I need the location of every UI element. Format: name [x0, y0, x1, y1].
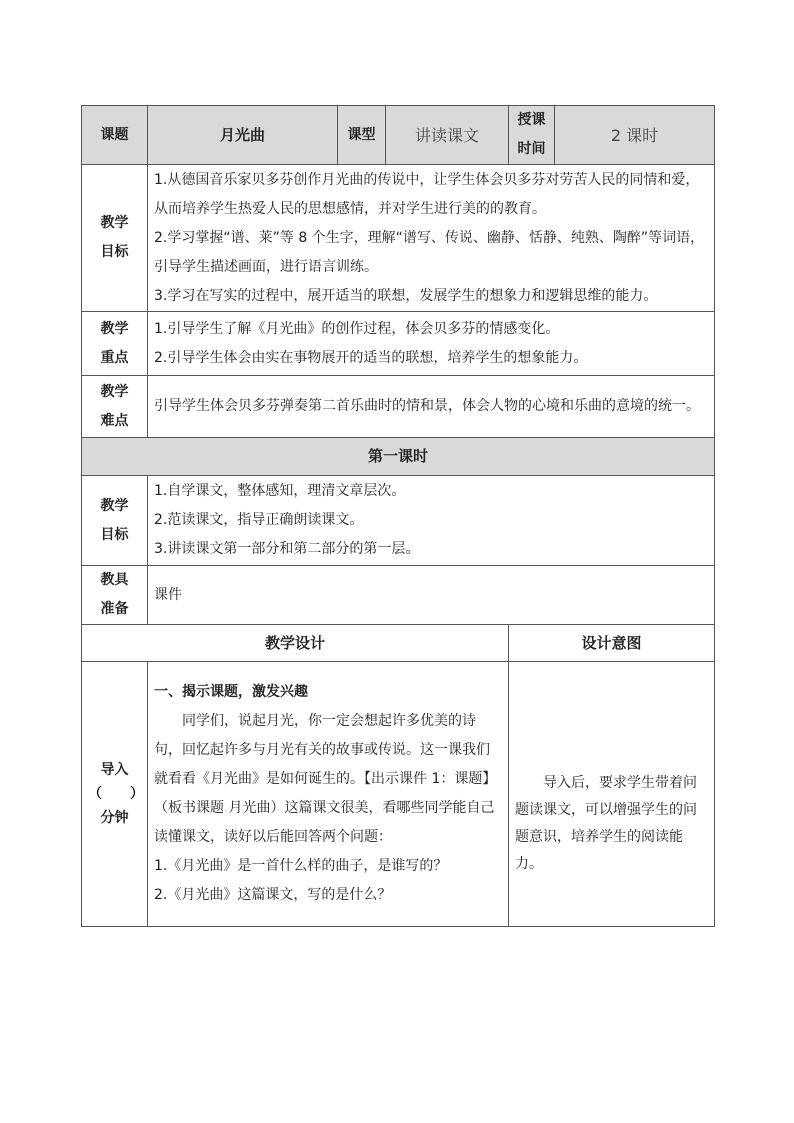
- type-value: 讲读课文: [386, 106, 509, 165]
- objectives-label-line1: 教学: [100, 215, 129, 231]
- type-label: 课型: [338, 106, 386, 165]
- objective-item: 2.学习掌握“谱、莱”等 8 个生字，理解“谱写、传说、幽静、恬静、纯熟、陶醉”等词语，引导学生描述画面，进行语言训练。: [154, 229, 705, 275]
- tools-label-line1: 教具: [100, 572, 129, 588]
- key-points-label-line2: 重点: [100, 349, 129, 366]
- intro-paragraph: 同学们，说起月光，你一定会想起许多优美的诗句，回忆起许多与月光有关的故事或传说。这一课我们就看看《月光曲》是如何诞生的。【出示课件 1：课题】（板书课题 月光曲）这篇课文很美，看哪些同学能自己读懂课文，读好以后能回答两个问题：: [154, 713, 497, 845]
- time-label-line2: 时间: [517, 141, 546, 157]
- tools-label: [82, 566, 148, 625]
- intro-label-line1: 导入: [100, 762, 129, 778]
- objective-item: 1.从德国音乐家贝多芬创作月光曲的传说中，让学生体会贝多芬对劳苦人民的同情和爱，从而培养学生热爱人民的思想感情，并对学生进行美的的教育。: [154, 171, 700, 217]
- time-value: 2 课时: [555, 106, 715, 165]
- difficulties-content: 引导学生体会贝多芬弹奏第二首乐曲时的情和景，体会人物的心境和乐曲的意境的统一。: [148, 376, 715, 438]
- key-points-row: [82, 312, 715, 376]
- section-title: 一、揭示课题，激发兴趣: [154, 684, 308, 700]
- design-header: 教学设计: [82, 625, 509, 662]
- design-header-row: [82, 625, 715, 662]
- difficulties-label-line1: 教学: [100, 383, 129, 400]
- intent-header: 设计意图: [509, 625, 715, 662]
- intro-label-line2: （ ）: [88, 786, 144, 802]
- objectives-content: [148, 165, 715, 312]
- lesson-objectives-label-line1: 教学: [100, 497, 129, 514]
- lesson-objective-item: 2.范读课文，指导正确朗读课文。: [154, 512, 364, 528]
- intent-content: [509, 662, 715, 927]
- intro-row: [82, 662, 715, 927]
- lesson-objective-item: 1.自学课文，整体感知，理清文章层次。: [154, 483, 406, 499]
- key-points-label: [82, 312, 148, 376]
- first-lesson-title: 第一课时: [82, 438, 715, 476]
- first-lesson-title-row: [82, 438, 715, 476]
- lesson-objectives-content: [148, 476, 715, 566]
- key-point-item: 2.引导学生体会由实在事物展开的适当的联想，培养学生的想象能力。: [154, 349, 588, 366]
- intent-text: 导入后，要求学生带着问题读课文，可以增强学生的问题意识，培养学生的阅读能力。: [515, 775, 697, 872]
- objectives-label: [82, 165, 148, 312]
- lesson-objectives-label: [82, 476, 148, 566]
- difficulties-row: [82, 376, 715, 438]
- topic-label: 课题: [82, 106, 148, 165]
- intro-content: [148, 662, 509, 927]
- time-label-line1: 授课: [517, 112, 546, 128]
- intro-label-line3: 分钟: [100, 810, 129, 826]
- lesson-objective-item: 3.讲读课文第一部分和第二部分的第一层。: [154, 541, 420, 557]
- tools-content: 课件: [148, 566, 715, 625]
- lesson-objectives-row: [82, 476, 715, 566]
- key-points-label-line1: 教学: [100, 320, 129, 337]
- tools-row: [82, 566, 715, 625]
- objectives-row: [82, 165, 715, 312]
- lesson-plan-table: [81, 105, 715, 927]
- time-label: [509, 106, 555, 165]
- question-item: 2.《月光曲》这篇课文，写的是什么？: [154, 887, 392, 903]
- key-points-content: [148, 312, 715, 376]
- objective-item: 3.学习在写实的过程中，展开适当的联想，发展学生的想象力和逻辑思维的能力。: [154, 287, 658, 304]
- topic-value: 月光曲: [148, 106, 338, 165]
- intro-label: [82, 662, 148, 927]
- question-item: 1.《月光曲》是一首什么样的曲子，是谁写的？: [154, 858, 448, 874]
- difficulties-label: [82, 376, 148, 438]
- key-point-item: 1.引导学生了解《月光曲》的创作过程，体会贝多芬的情感变化。: [154, 320, 560, 337]
- header-row: [82, 106, 715, 165]
- lesson-objectives-label-line2: 目标: [100, 526, 129, 543]
- objectives-label-line2: 目标: [100, 244, 129, 260]
- difficulties-label-line2: 难点: [100, 412, 129, 429]
- tools-label-line2: 准备: [100, 601, 129, 617]
